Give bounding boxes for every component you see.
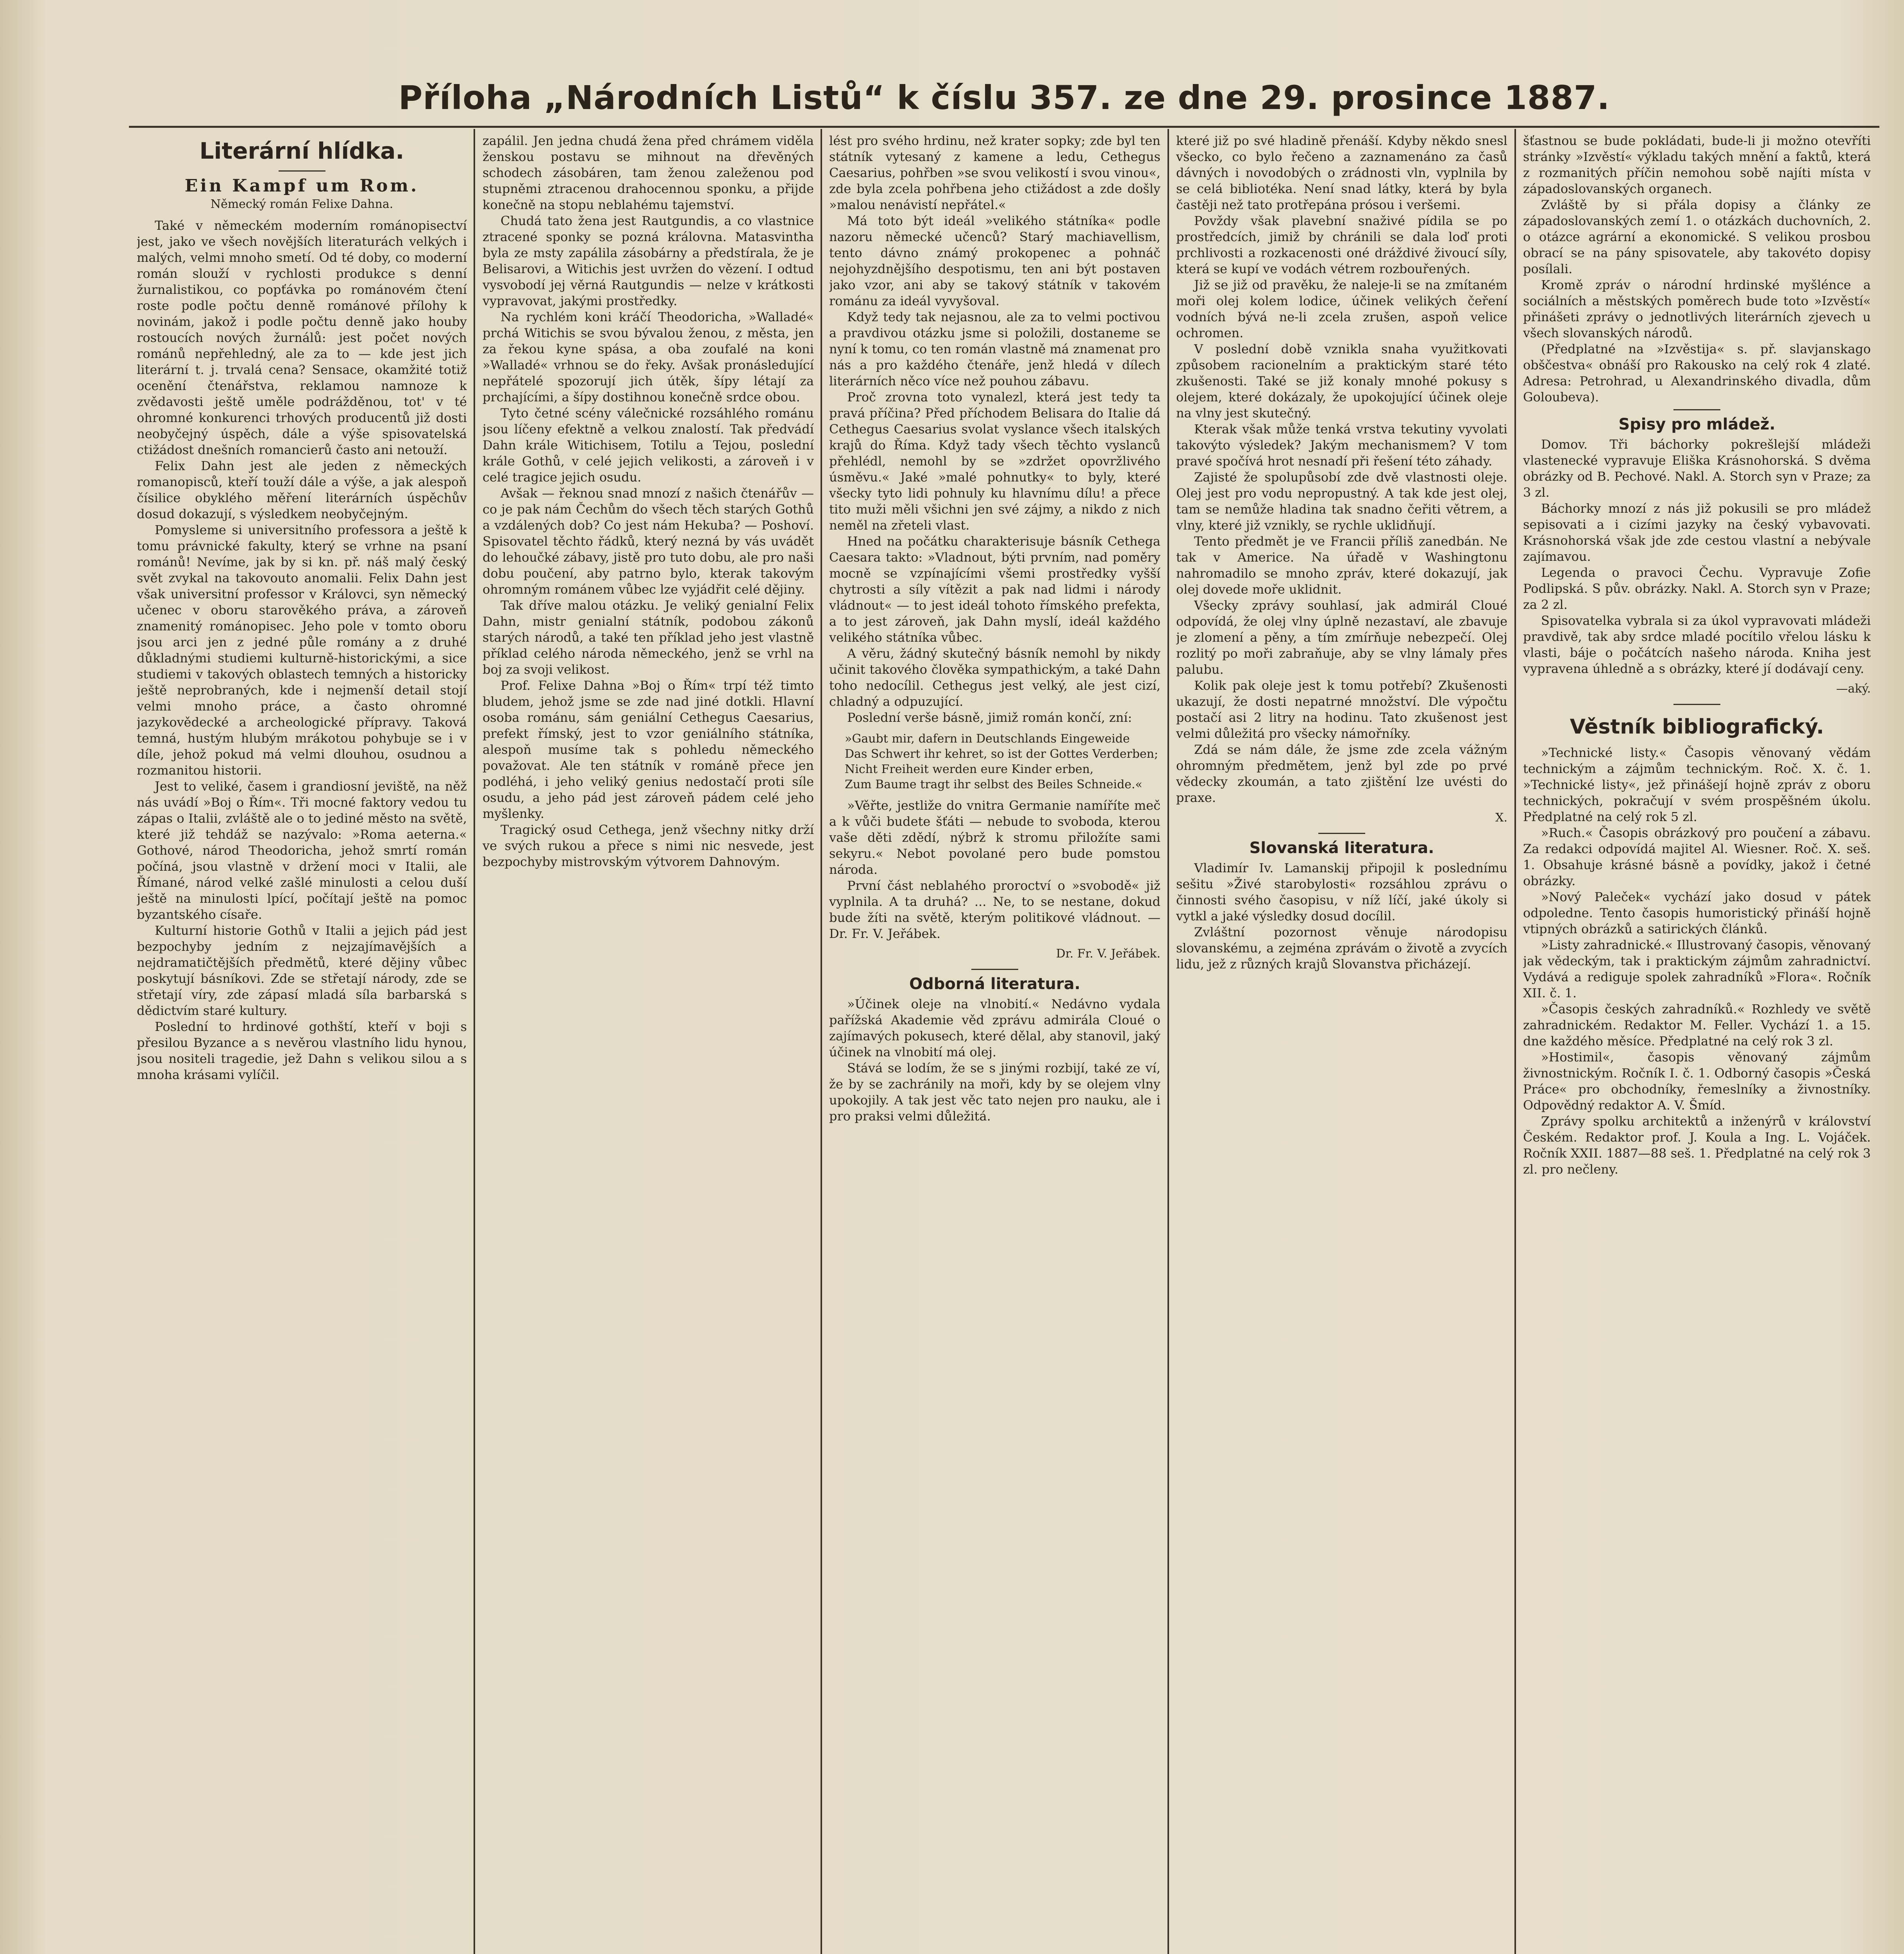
article-title: Ein Kampf um Rom. bbox=[184, 176, 419, 196]
paragraph: Chudá tato žena jest Rautgundis, a co vlastnice ztracené sponky se pozná královna. Matasvintha byla ze msty zapálila zásobárny a předstírala, že je Belisarovi, a Witichis jest uvržen do vězení. I odtud vysvobodí jej věrná Rautgundis — nelze v krátkosti vypravovat, jakými prostředky. bbox=[483, 213, 814, 308]
paragraph: Poslední to hrdinové gothští, kteří v boji s přesilou Byzance a s nevěrou vlastního lidu hynou, jsou nositeli tragedie, jež Dahn s velikou silou a s mnoha krásami vylíčil. bbox=[137, 1019, 467, 1082]
section-rule bbox=[1318, 833, 1365, 834]
paragraph: Tragický osud Cethega, jenž všechny nitky drží ve svých rukou a přece s nimi nic nesvede, jest bezpochyby mistrovským výtvorem Dahnovým. bbox=[483, 822, 814, 869]
section-heading-bibliography: Věstník bibliografický. bbox=[1570, 715, 1824, 739]
paragraph: Zvláště by si přála dopisy a články ze západoslovanských zemí 1. o otázkách duchovních, 2. o otázce agrární a ekonomické. S velikou prosbou obrací se na pány spisovatele, aby takovéto dopisy posílali. bbox=[1523, 197, 1871, 276]
verse-line: Nicht Freiheit werden eure Kinder erben, bbox=[845, 762, 1094, 776]
paragraph: Prof. Felixe Dahna »Boj o Řím« trpí též timto bludem, jehož jsme se zde nad jiné dotkli. Hlavní osoba románu, sám geniální Cethegus Caesarius, prefekt římský, jest to vzor geniálního státníka, alespoň musíme tak s pohledu německého považovat. Ale ten státník v románě přece jen podléhá, i jeho veliký genius nedostačí proti síle osudu, a jeho pád jest zároveň pádem celé jeho myšlenky. bbox=[483, 678, 814, 821]
article-signature: X. bbox=[1495, 811, 1507, 825]
paragraph: Kolik pak oleje jest k tomu potřebí? Zkušenosti ukazují, že dosti nepatrné množství. Dle výpočtu postačí asi 2 litry na hodinu. Tato zkušenost jest velmi důležitá pro všecky námořníky. bbox=[1176, 678, 1507, 741]
verse-line: »Gaubt mir, dafern in Deutschlands Eingeweide bbox=[845, 732, 1130, 746]
paragraph: »Časopis českých zahradníků.« Rozhledy ve světě zahradnickém. Redaktor M. Feller. Vychází 1. a 15. dne každého měsíce. Předplatné na celý rok 3 zl. bbox=[1523, 1002, 1871, 1049]
section-heading-youth-books: Spisy pro mládež. bbox=[1618, 415, 1775, 433]
paragraph: zapálil. Jen jedna chudá žena před chrámem viděla ženskou postavu se mihnout na dřevěných schodech zásobáren, tam ženou zaleženou pod stupněmi ztracenou drahocennou sponku, a přijde konečně na stopu neblahému tajemství. bbox=[483, 133, 814, 212]
section-rule bbox=[1673, 409, 1720, 410]
paragraph: (Předplatné na »Izvěstija« s. př. slavjanskago obščestva« obnáší pro Rakousko na celý rok 4 zlaté. Adresa: Petrohrad, u Alexandrinského divadla, dům Goloubeva). bbox=[1523, 342, 1871, 404]
paragraph: Zajisté že spolupůsobí zde dvě vlastnosti oleje. Olej jest pro vodu nepropustný. A tak kde jest olej, tam se nemůže hladina tak snadno čeřiti větrem, a vlny, které již vznikly, se rychle uklidňují. bbox=[1176, 470, 1507, 533]
paragraph: Tento předmět je ve Francii příliš zanedbán. Ne tak v Americe. Na úřadě v Washingtonu nahromadilo se mnoho zpráv, které dokazují, jak olej dovede moře uklidnit. bbox=[1176, 534, 1507, 597]
paragraph: Kulturní historie Gothů v Italii a jejich pád jest bezpochyby jedním z nejzajímavějších a nejdramatičtějších předmětů, které dějiny vůbec poskytují básníkovi. Zde se střetají národy, zde se střetají víry, zde zápasí mladá síla barbarská s dědictvím staré kultury. bbox=[137, 923, 467, 1018]
column-2 bbox=[483, 133, 814, 1954]
page-header-title: Příloha „Národních Listů“ k číslu 357. ze dne 29. prosince 1887. bbox=[398, 79, 1610, 117]
paragraph: Všecky zprávy souhlasí, jak admirál Cloué odpovídá, že olej vlny úplně nezastaví, ale zbavuje je zlomení a pěny, a tím zmírňuje nebezpečí. Olej rozlitý po moři zabraňuje, aby se vlny lámaly přes palubu. bbox=[1176, 598, 1507, 677]
paragraph: Na rychlém koni kráčí Theodoricha, »Walladé« prchá Witichis se svou bývalou ženou, z města, jen za řekou kyne spása, a oba zoufalé na koni »Walladé« vrhnou se do řeky. Avšak pronásledující nepřátelé spozorují jich útěk, šípy létají za prchajícími, a šípy dostihnou konečně srdce obou. bbox=[483, 310, 814, 404]
paragraph: Již se již od pravěku, že naleje-li se na zmítaném moři olej kolem lodice, účinek velikých čeření vodních bývá ne-li zcela zrušen, aspoň velice ochromen. bbox=[1176, 277, 1507, 340]
column-1 bbox=[137, 133, 467, 1954]
paragraph: Zvláštní pozornost věnuje národopisu slovanskému, a zejména zprávám o životě a zvycích lidu, jež z různých krajů Slovanstva přicházejí. bbox=[1176, 925, 1507, 972]
article-subtitle: Německý román Felixe Dahna. bbox=[210, 197, 393, 211]
paragraph: lést pro svého hrdinu, než krater sopky; zde byl ten státník vytesaný z kamene a ledu, Cethegus Caesarius, pohřben »se svou velikostí i svou vinou«, zde byla zcela pohřbena jeho ctižádost a zde došly »malou nenávistí nepřátel.« bbox=[829, 133, 1160, 212]
german-verse bbox=[829, 731, 1160, 792]
paragraph: Zdá se nám dále, že jsme zde zcela vážným ohromným předmětem, jenž byl zde po prvé vědecky zkoumán, a tato zjištění lze uvésti do praxe. bbox=[1176, 742, 1507, 805]
paragraph: Pomysleme si universitního professora a ještě k tomu právnické fakulty, který se vrhne na psaní románů! Nevíme, jak by si kn. př. náš malý český svět zvykal na takovouto anomalii. Felix Dahn jest však universitní professor v Královci, syn německý učenec v oboru starověkého práva, a zároveň znamenitý románopisec. Jeho pole v tomto oboru jsou arci jen z jedné půle romány a z druhé důkladnými studiemi kulturně-historickými, a sice studiemi v takových oblastech temných a historicky ještě neprobraných, kde i nejmenší detail stojí velmi mnoho práce, a často ohromné jazykovědecké a archeologické přípravy. Taková temná, hustým hlubým mrákotou pohybuje se i v díle, jehož pokud má velmi dlouhou, osudnou a rozmanitou historii. bbox=[137, 522, 467, 778]
paragraph: »Účinek oleje na vlnobití.« Nedávno vydala pařížská Akademie věd zprávu admirála Cloué o zajímavých pokusech, které dělal, aby stanovil, jaký účinek na vlnobití má olej. bbox=[829, 997, 1160, 1059]
paragraph: Legenda o pravoci Čechu. Vypravuje Zofie Podlipská. S pův. obrázky. Nakl. A. Storch syn v Praze; za 2 zl. bbox=[1523, 565, 1871, 612]
paragraph: Báchorky mnozí z nás již pokusili se pro mládež sepisovati a i cizími jazyky na český vybavovati. Krásnohorská však jde zde cestou vlastní a nebývale zajímavou. bbox=[1523, 501, 1871, 564]
paragraph: Hned na počátku charakterisuje básník Cethega Caesara takto: »Vladnout, býti prvním, nad poměry mocně se vzpínajícími všemi prostředky vyšší chytrosti a síly vítězit a pak nad lidmi i národy vládnout« — to jest ideál tohoto římského prefekta, a to jest zároveň, jak Dahn myslí, ideál každého velikého státníka vůbec. bbox=[829, 534, 1160, 645]
section-heading-slavic-literature: Slovanská literatura. bbox=[1249, 839, 1434, 857]
column-divider-3 bbox=[1167, 129, 1169, 1954]
paragraph: Stává se lodím, že se s jinými rozbijí, také ze ví, že by se zachránily na moři, kdy by se olejem vlny upokojily. A tak jest věc tato nejen pro nauku, ale i pro praksi velmi důležitá. bbox=[829, 1061, 1160, 1124]
paragraph: »Ruch.« Časopis obrázkový pro poučení a zábavu. Za redakci odpovídá majitel Al. Wiesner. Roč. X. seš. 1. Obsahuje krásné básně a povídky, jakož i četné obrázky. bbox=[1523, 825, 1871, 888]
section-rule bbox=[971, 969, 1018, 970]
section-rule bbox=[1673, 704, 1720, 705]
paragraph: Avšak — řeknou snad mnozí z našich čtenářův — co je pak nám Čechům do všech těch starých Gothů a vzdálených dob? Co jest nám Hekuba? — Poshoví. Spisovatel těchto řádků, který nezná by vás uvádět do lehoučké zábavy, jistě pro tuto dobu, ale pro naši dobu poučení, aby patrno bylo, kterak takovým ohromným románem vůbec lze vyjádřit celé dějiny. bbox=[483, 486, 814, 597]
paragraph: Také v německém moderním románopisectví jest, jako ve všech novějších literaturách velkých i malých, velmi mnoho smetí. Od té doby, co moderní román slouží v rychlosti produkce s denní žurnalistikou, co popťávka po románovém čtení roste podle počtu denně románové přílohy k novinám, jakož i podle počtu denně jako houby rostoucích nových žurnálů: jest počet nových románů nepřehledný, ale za to — kde jest jich literární t. j. trvalá cena? Sensace, okamžité totiž ocenění čtenářstva, reklamou namnoze k zvědavosti ještě uměle podrážděnou, tot' v té ohromné konkurenci trhových producentů již dosti neobyčejný úspěch, dále a výše spisovatelská ctižádost dnešních romancierů často ani netouží. bbox=[137, 218, 467, 457]
paragraph: První část neblahého proroctví o »svobodě« již vyplnila. A ta druhá? ... Ne, to se nestane, dokud bude žíti na světě, kterým politikové vládnout. — Dr. Fr. V. Jeřábek. bbox=[829, 878, 1160, 941]
paragraph: Poslední verše básně, jimiž román končí, zní: bbox=[847, 710, 1132, 725]
paragraph: »Hostimil«, časopis věnovaný zájmům živnostnickým. Ročník I. č. 1. Odborný časopis »Česká Práce« pro obchodníky, řemeslníky a živnostníky. Odpovědný redaktor A. V. Šmíd. bbox=[1523, 1050, 1871, 1113]
paragraph: Kromě zpráv o národní hrdinské myšlénce a sociálních a městských poměrech bude toto »Izvěstí« přinášeti zprávy o jednotlivých literárních zjevech u všech slovanských národů. bbox=[1523, 277, 1871, 340]
paragraph: Tyto četné scény válečnické rozsáhlého románu jsou líčeny efektně a velkou znalostí. Tak předvádí Dahn krále Witichisem, Totilu a Tejou, poslední krále Gothů, v celé jejich velikosti, a zároveň i v celé tragice jejich osudu. bbox=[483, 406, 814, 485]
paragraph: Spisovatelka vybrala si za úkol vypravovati mládeži pravdivě, tak aby srdce mladé pocítilo vřelou lásku k vlasti, báje o počátcích našeho národa. Kniha jest vypravena úhledně a s obrázky, které jí dodávají ceny. bbox=[1523, 613, 1871, 676]
verse-line: Das Schwert ihr kehret, so ist der Gottes Verderben; bbox=[845, 747, 1158, 761]
column-divider-1 bbox=[474, 129, 475, 1954]
article-signature: —aký. bbox=[1836, 682, 1871, 696]
section-heading-technical-literature: Odborná literatura. bbox=[909, 975, 1080, 993]
paragraph: Felix Dahn jest ale jeden z německých romanopisců, kteří touží dále a výše, a jak alespoň čísilice obyklého měření literárních úspěchův dosud dokazují, s výsledkem neobyčejným. bbox=[137, 458, 467, 521]
paragraph: »Věřte, jestliže do vnitra Germanie namíříte meč a k vůči budete šťáti — nebude to svoboda, kterou vaše děti zdědí, nýbrž k stromu přiložíte sami sekyru.« Nebot povolané pero bude pomstou národa. bbox=[829, 798, 1160, 877]
article-signature: Dr. Fr. V. Jeřábek. bbox=[1056, 947, 1160, 961]
paragraph: Kterak však může tenká vrstva tekutiny vyvolati takovýto výsledek? Jakým mechanismem? V tom pravé spočívá hrot nesnadí při řešení této záhady. bbox=[1176, 422, 1507, 469]
header-rule bbox=[129, 126, 1879, 128]
paragraph: »Listy zahradnické.« Illustrovaný časopis, věnovaný jak vědeckým, tak i praktickým zájmům zahradnictví. Vydává a rediguje spolek zahradníků »Flora«. Ročník XII. č. 1. bbox=[1523, 938, 1871, 1000]
paragraph: »Nový Paleček« vychází jako dosud v pátek odpoledne. Tento časopis humoristický přináší hojně vtipných obrázků a satirických článků. bbox=[1523, 889, 1871, 936]
column-5 bbox=[1523, 133, 1871, 1954]
paragraph: šťastnou se bude pokládati, bude-li ji možno otevříti stránky »Izvěstí« výkladu takých mnění a faktů, která z rozmanitých příčin nemohou sobě najíti místa v západoslovanských organech. bbox=[1523, 133, 1871, 196]
paragraph: které již po své hladině přenáší. Kdyby někdo snesl všecko, co bylo řečeno a zaznamenáno za časů dávných i novodobých o zrádnosti vln, vyplnila by se celá bibliotéka. Není snad látky, která by byla častěji než tato protřepána prósou i veršemi. bbox=[1176, 133, 1507, 212]
verse-line: Zum Baume tragt ihr selbst des Beiles Schneide.« bbox=[845, 778, 1142, 791]
section-heading-literary-review: Literární hlídka. bbox=[199, 138, 404, 164]
column-divider-4 bbox=[1514, 129, 1516, 1954]
column-4 bbox=[1176, 133, 1507, 1954]
column-divider-2 bbox=[821, 129, 822, 1954]
paragraph: Proč zrovna toto vynalezl, která jest tedy ta pravá příčina? Před příchodem Belisara do Italie dá Cethegus Caesarius svolat vyslance všech italských krajů do Říma. Když tady všech těchto vyslanců přehlédl, nemohl by se »zdržet opovržlivého úsměvu.« Jaké »malé pohnutky« to byly, které všecky tyto lidi pohnuly ku hlavnímu dílu! a přece tito muži měli všichni jen své zájmy, a nikdo z nich neměl na zřeteli vlast. bbox=[829, 390, 1160, 533]
paragraph: Zprávy spolku architektů a inženýrů v království Českém. Redaktor prof. J. Koula a Ing. L. Vojáček. Ročník XXII. 1887—88 seš. 1. Předplatné na celý rok 3 zl. pro nečleny. bbox=[1523, 1114, 1871, 1177]
paragraph: »Technické listy.« Časopis věnovaný vědám technickým a zájmům technickým. Roč. X. č. 1. »Technické listy«, jež přinášejí hojně zpráv z oboru technických, pokračují v svém prospěšném úkolu. Předplatné na celý rok 5 zl. bbox=[1523, 745, 1871, 824]
paragraph: Domov. Tři báchorky pokrešlejší mládeži vlastenecké vypravuje Eliška Krásnohorská. S dvěma obrázky od B. Pechové. Nakl. A. Storch syn v Praze; za 3 zl. bbox=[1523, 437, 1871, 500]
paragraph: Jest to veliké, časem i grandiosní jeviště, na něž nás uvádí »Boj o Řím«. Tři mocné faktory vedou tu zápas o Italii, zvláště ale o to jediné město na světě, které již tehdáž se nazývalo: »Roma aeterna.« Gothové, národ Theodoricha, jehož smrtí román počíná, jsou vlastně v držení moci v Italii, ale Římané, národ velké zašlé minulosti a celou duší ještě na minulosti lpící, počítají ještě na pomoc byzantského císaře. bbox=[137, 779, 467, 922]
heading-rule bbox=[279, 170, 325, 172]
paragraph: V poslední době vznikla snaha využitkovati způsobem racionelním a praktickým staré této zkušenosti. Také se již konaly mnohé pokusy s olejem, které dokázaly, že upokojující účinek oleje na vlny jest skutečný. bbox=[1176, 342, 1507, 421]
paragraph: A věru, žádný skutečný básník nemohl by nikdy učinit takového člověka sympathickým, a také Dahn toho nedocílil. Cethegus jest velký, ale jest cizí, chladný a odpuzující. bbox=[829, 646, 1160, 709]
column-3 bbox=[829, 133, 1160, 1954]
paragraph: Má toto být ideál »velikého státníka« podle nazoru německé učenců? Starý machiavellism, tento dávno známý prokopenec a pohnáč nejohyzdnějšího despotismu, ten ani být postaven jako vzor, ani aby se takový státník v takovém románu za ideál vyvyšoval. bbox=[829, 213, 1160, 308]
paragraph: Povždy však plavební snaživé pídila se po prostředcích, jimiž by chránili se dala loď proti prchlivosti a rozkacenosti oné dráždivé živoucí síly, která se kupí ve vodách vétrem rozbouřených. bbox=[1176, 213, 1507, 276]
paragraph: Tak dříve malou otázku. Je veliký genialní Felix Dahn, mistr genialní státník, podobou zákonů starých národů, a také ten příklad jeho jest vlastně příklad celého národa německého, jenž se vrhl na boj za svoji velikost. bbox=[483, 598, 814, 677]
paragraph: Když tedy tak nejasnou, ale za to velmi poctivou a pravdivou otázku jsme si položili, dostaneme se nyní k tomu, co ten román vlastně má znamenat pro nás a pro každého čtenáře, jenž hledá v dílech literárních něco více než pouhou zábavu. bbox=[829, 310, 1160, 388]
paragraph: Vladimír Iv. Lamanskij připojil k poslednímu sešitu »Živé starobylosti« rozsáhlou zprávu o činnosti svého časopisu, v níž líčí, jaké úkoly si vytkl a jaké výsledky dosud docílil. bbox=[1176, 861, 1507, 923]
